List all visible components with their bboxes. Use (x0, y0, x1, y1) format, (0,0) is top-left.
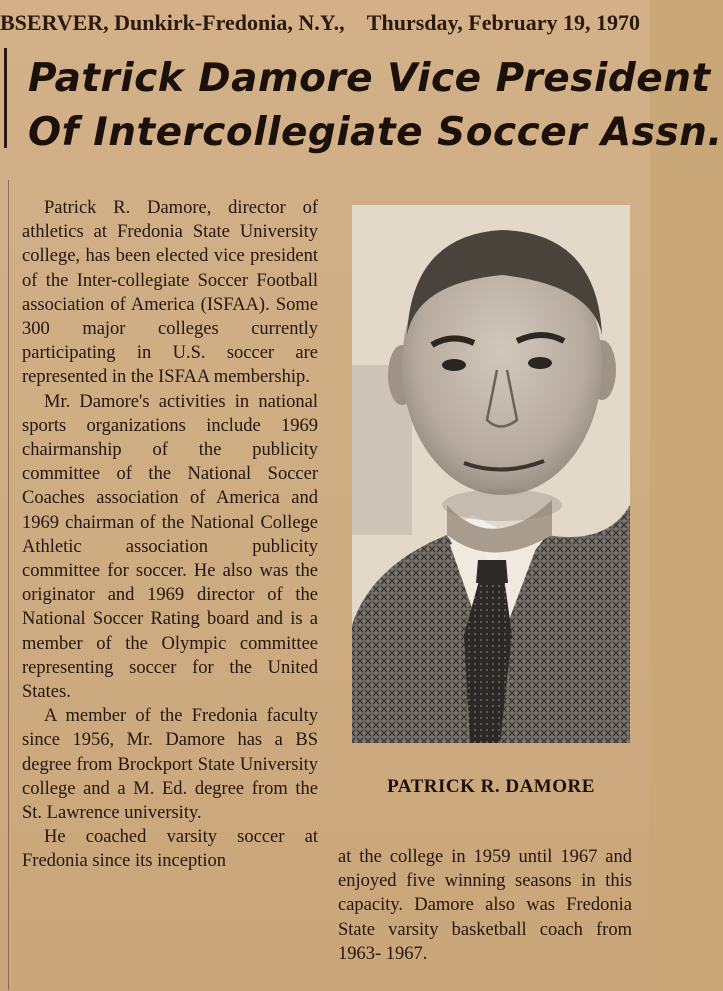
article-column-continued (338, 845, 632, 966)
article-paragraph: He coached varsity soccer at Fredonia since its inception (22, 827, 318, 872)
column-rule (4, 48, 7, 148)
article-continuation: at the college in 1959 until 1967 and enjoyed five winning seasons in this capacity. Damore also was Fredonia State varsity basketball coach from 1963- 1967. (338, 847, 632, 964)
portrait-illustration (352, 205, 630, 743)
portrait-photo (352, 205, 630, 743)
left-margin-rule (8, 180, 9, 990)
masthead (0, 8, 640, 44)
photo-caption: PATRICK R. DAMORE (387, 776, 595, 797)
newspaper-name: BSERVER, Dunkirk-Fredonia, N.Y., (0, 10, 345, 35)
article-column-left (22, 196, 318, 874)
publication-date: Thursday, February 19, 1970 (366, 10, 640, 35)
headline-line-1: Patrick Damore Vice President (28, 56, 711, 101)
headline (28, 52, 723, 160)
headline-line-2: Of Intercollegiate Soccer Assn. (28, 110, 723, 155)
article-paragraph: A member of the Fredonia faculty since 1956, Mr. Damore has a BS degree from Brockport State University college and a M. Ed. degree from the St. Lawrence university. (22, 706, 318, 824)
article-paragraph: Mr. Damore's activities in national sports organizations include 1969 chairmanship of the publicity committee of the National Soccer Coaches association of America and 1969 chairman of the National College Athletic association publicity committee for soccer. He also was the originator and 1969 director of the National Soccer Rating board and is a member of the Olympic committee representing soccer for the United States. (22, 391, 318, 703)
article-paragraph: Patrick R. Damore, director of athletics at Fredonia State University college, has been elected vice president of the Inter-collegiate Soccer Football association of America (ISFAA). Some 300 major colleges currently participating in U.S. soccer are represented in the ISFAA membership. (22, 198, 318, 388)
